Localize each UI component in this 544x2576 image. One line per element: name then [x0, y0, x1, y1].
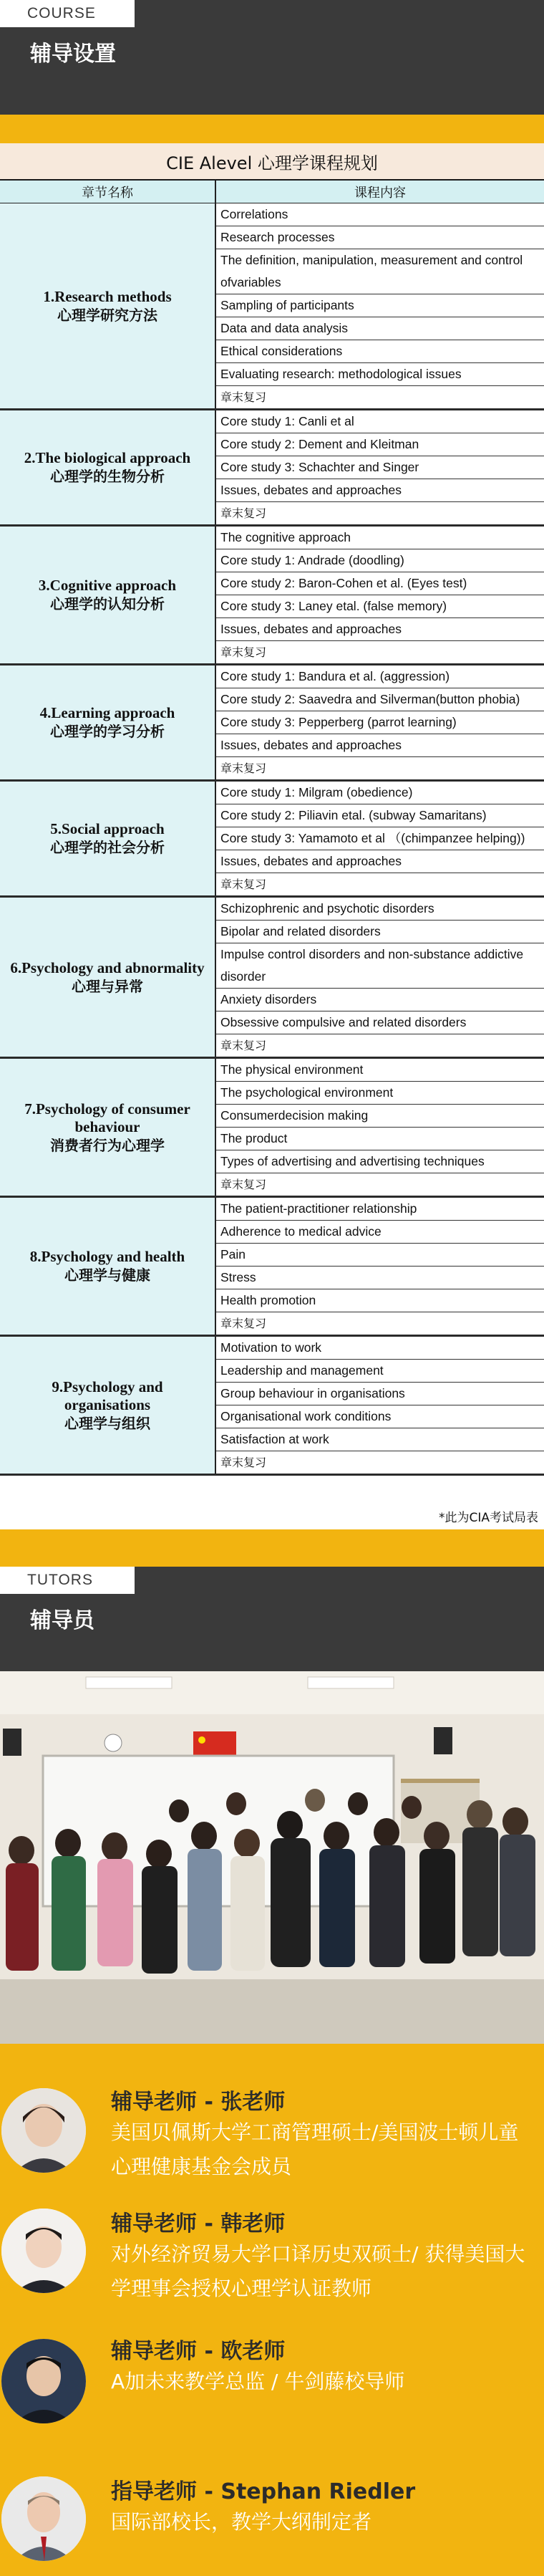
- tutor-card-ou: [0, 2336, 544, 2436]
- table-row: 章末复习: [220, 1039, 267, 1052]
- table-row: Evaluating research: methodological issues: [216, 363, 544, 386]
- table-row: Core study 3: Pepperberg (parrot learning): [216, 711, 544, 734]
- tutor-card-zhang: [0, 2080, 544, 2180]
- chapter-title-zh: 消费者行为心理学: [50, 1136, 165, 1154]
- table-row: 章末复习: [220, 506, 267, 520]
- table-row: 章末复习: [220, 390, 267, 404]
- course-section-header: [0, 0, 544, 115]
- tutor-avatar: [1, 2209, 86, 2293]
- table-section: [0, 203, 544, 410]
- chapter-cell: [0, 1337, 216, 1474]
- table-header-row: [0, 181, 544, 203]
- table-row: The product: [216, 1128, 544, 1150]
- chapter-title-zh: 心理学研究方法: [57, 306, 157, 324]
- table-row: Core study 3: Laney etal. (false memory): [216, 595, 544, 618]
- tutor-avatar: [1, 2339, 86, 2423]
- tutor-name: 辅导老师 - 欧老师: [111, 2339, 286, 2364]
- tutors-tag: TUTORS: [0, 1567, 135, 1594]
- table-section: [0, 782, 544, 898]
- table-section: [0, 410, 544, 527]
- table-row: Core study 2: Baron-Cohen et al. (Eyes test): [216, 572, 544, 595]
- table-row: Issues, debates and approaches: [216, 734, 544, 757]
- table-row: Motivation to work: [216, 1337, 544, 1360]
- tutor-avatar: [1, 2088, 86, 2173]
- table-body: [0, 203, 544, 1476]
- yellow-band: [0, 1529, 544, 1567]
- tutor-list: [0, 2058, 544, 2576]
- tutor-description: 美国贝佩斯大学工商管理硕士/美国波士顿儿童心理健康基金会成员: [111, 2120, 519, 2178]
- table-row: Bipolar and related disorders: [216, 921, 544, 943]
- table-row: Core study 3: Schachter and Singer: [216, 456, 544, 479]
- column-header-content: 课程内容: [354, 185, 406, 201]
- tutor-description: A加未来教学总监 / 牛剑藤校导师: [111, 2370, 405, 2393]
- tutor-name: 辅导老师 - 张老师: [111, 2090, 286, 2115]
- tutor-avatar: [1, 2476, 86, 2561]
- table-row: The physical environment: [216, 1059, 544, 1082]
- table-row: Types of advertising and advertising techniques: [216, 1150, 544, 1173]
- tutor-description: 国际部校长，教学大纲制定者: [111, 2510, 372, 2534]
- tutor-card-han: [0, 2209, 544, 2309]
- table-row: Pain: [216, 1244, 544, 1267]
- chapter-title-en: 1.Research methods: [43, 287, 172, 305]
- table-row: Sampling of participants: [216, 294, 544, 317]
- chapter-cell: [0, 410, 216, 524]
- course-table: [0, 143, 544, 1529]
- chapter-cell: [0, 1059, 216, 1196]
- table-row: Organisational work conditions: [216, 1405, 544, 1428]
- table-row: 章末复习: [220, 1456, 267, 1469]
- chapter-cell: [0, 898, 216, 1057]
- chapter-title-en: 2.The biological approach: [24, 449, 191, 466]
- table-row: 章末复习: [220, 878, 267, 891]
- chapter-title-zh: 心理学的社会分析: [50, 839, 165, 856]
- chapter-cell: [0, 527, 216, 663]
- table-section: [0, 1337, 544, 1476]
- table-row: Core study 1: Canli et al: [216, 410, 544, 433]
- table-row: The definition, manipulation, measurement and control ofvariables: [216, 249, 544, 294]
- table-row: Schizophrenic and psychotic disorders: [216, 898, 544, 921]
- content-cell-list: [216, 782, 544, 895]
- table-row: Core study 1: Bandura et al. (aggression): [216, 665, 544, 688]
- chapter-title-en: 6.Psychology and abnormality: [10, 958, 205, 976]
- column-header-chapter: 章节名称: [0, 181, 216, 203]
- table-row: 章末复习: [220, 761, 267, 775]
- chapter-title-en: 8.Psychology and health: [29, 1248, 185, 1265]
- table-row: Core study 1: Milgram (obedience): [216, 782, 544, 804]
- tutor-name: 指导老师 - Stephan Riedler: [111, 2479, 416, 2504]
- tutor-description: 对外经济贸易大学口译历史双硕士/ 获得美国大学理事会授权心理学认证教师: [111, 2242, 525, 2300]
- table-section: [0, 1198, 544, 1337]
- table-section: [0, 1059, 544, 1198]
- table-row: Correlations: [216, 203, 544, 226]
- table-row: 章末复习: [220, 1178, 267, 1191]
- table-footnote: *此为CIA考试局表: [438, 1511, 538, 1525]
- content-cell-list: [216, 1198, 544, 1335]
- tutors-section-header: [0, 1567, 544, 1671]
- yellow-band: [0, 115, 544, 143]
- chapter-cell: [0, 665, 216, 779]
- table-row: Consumerdecision making: [216, 1105, 544, 1128]
- table-row: Adherence to medical advice: [216, 1221, 544, 1244]
- tutor-name: 辅导老师 - 韩老师: [111, 2211, 286, 2236]
- content-cell-list: [216, 410, 544, 524]
- chapter-title-zh: 心理与异常: [72, 977, 143, 995]
- group-photo: [0, 1671, 544, 2044]
- table-row: Issues, debates and approaches: [216, 850, 544, 873]
- table-row: Core study 2: Saavedra and Silverman(button phobia): [216, 688, 544, 711]
- table-row: Anxiety disorders: [216, 989, 544, 1011]
- content-cell-list: [216, 203, 544, 408]
- table-row: Research processes: [216, 226, 544, 249]
- table-row: Health promotion: [216, 1289, 544, 1312]
- table-row: Obsessive compulsive and related disorders: [216, 1011, 544, 1034]
- table-row: The cognitive approach: [216, 527, 544, 549]
- table-section: [0, 527, 544, 665]
- chapter-cell: [0, 203, 216, 408]
- course-tag: COURSE: [0, 0, 135, 27]
- chapter-title-zh: 心理学的认知分析: [50, 595, 165, 612]
- table-row: Group behaviour in organisations: [216, 1383, 544, 1405]
- course-section-title: 辅导设置: [30, 42, 116, 67]
- chapter-title-zh: 心理学的生物分析: [50, 468, 165, 485]
- group-photo-frame: [0, 1671, 544, 2058]
- table-row: Ethical considerations: [216, 340, 544, 363]
- table-row: Issues, debates and approaches: [216, 618, 544, 641]
- chapter-cell: [0, 782, 216, 895]
- table-section: [0, 898, 544, 1059]
- chapter-title-zh: 心理学的学习分析: [50, 723, 165, 740]
- content-cell-list: [216, 527, 544, 663]
- table-row: Issues, debates and approaches: [216, 479, 544, 502]
- table-row: Leadership and management: [216, 1360, 544, 1383]
- table-row: 章末复习: [220, 645, 267, 659]
- chapter-title-en: 3.Cognitive approach: [38, 577, 177, 594]
- table-row: Core study 3: Yamamoto et al （(chimpanzee helping)): [216, 827, 544, 850]
- table-row: Core study 1: Andrade (doodling): [216, 549, 544, 572]
- table-row: Stress: [216, 1267, 544, 1289]
- content-cell-list: [216, 1059, 544, 1196]
- chapter-title-en: 4.Learning approach: [39, 704, 175, 721]
- tutor-card-riedler: [0, 2474, 544, 2574]
- content-cell-list: [216, 1337, 544, 1474]
- tutors-section-title: 辅导员: [30, 1608, 94, 1633]
- table-row: Data and data analysis: [216, 317, 544, 340]
- chapter-title-en: 7.Psychology of consumer behaviour: [24, 1100, 190, 1135]
- table-row: 章末复习: [220, 1317, 267, 1330]
- chapter-cell: [0, 1198, 216, 1335]
- table-row: Impulse control disorders and non-substance addictive disorder: [216, 943, 544, 989]
- table-section: [0, 665, 544, 782]
- table-title: CIE Alevel 心理学课程规划: [0, 143, 544, 181]
- chapter-title-en: 5.Social approach: [50, 820, 165, 837]
- content-cell-list: [216, 665, 544, 779]
- table-row: Core study 2: Dement and Kleitman: [216, 433, 544, 456]
- table-row: Core study 2: Piliavin etal. (subway Samaritans): [216, 804, 544, 827]
- table-row: The psychological environment: [216, 1082, 544, 1105]
- table-row: Satisfaction at work: [216, 1428, 544, 1451]
- chapter-title-en: 9.Psychology and organisations: [52, 1378, 163, 1413]
- chapter-title-zh: 心理学与组织: [64, 1414, 150, 1432]
- content-cell-list: [216, 898, 544, 1057]
- chapter-title-zh: 心理学与健康: [64, 1267, 150, 1284]
- table-row: The patient-practitioner relationship: [216, 1198, 544, 1221]
